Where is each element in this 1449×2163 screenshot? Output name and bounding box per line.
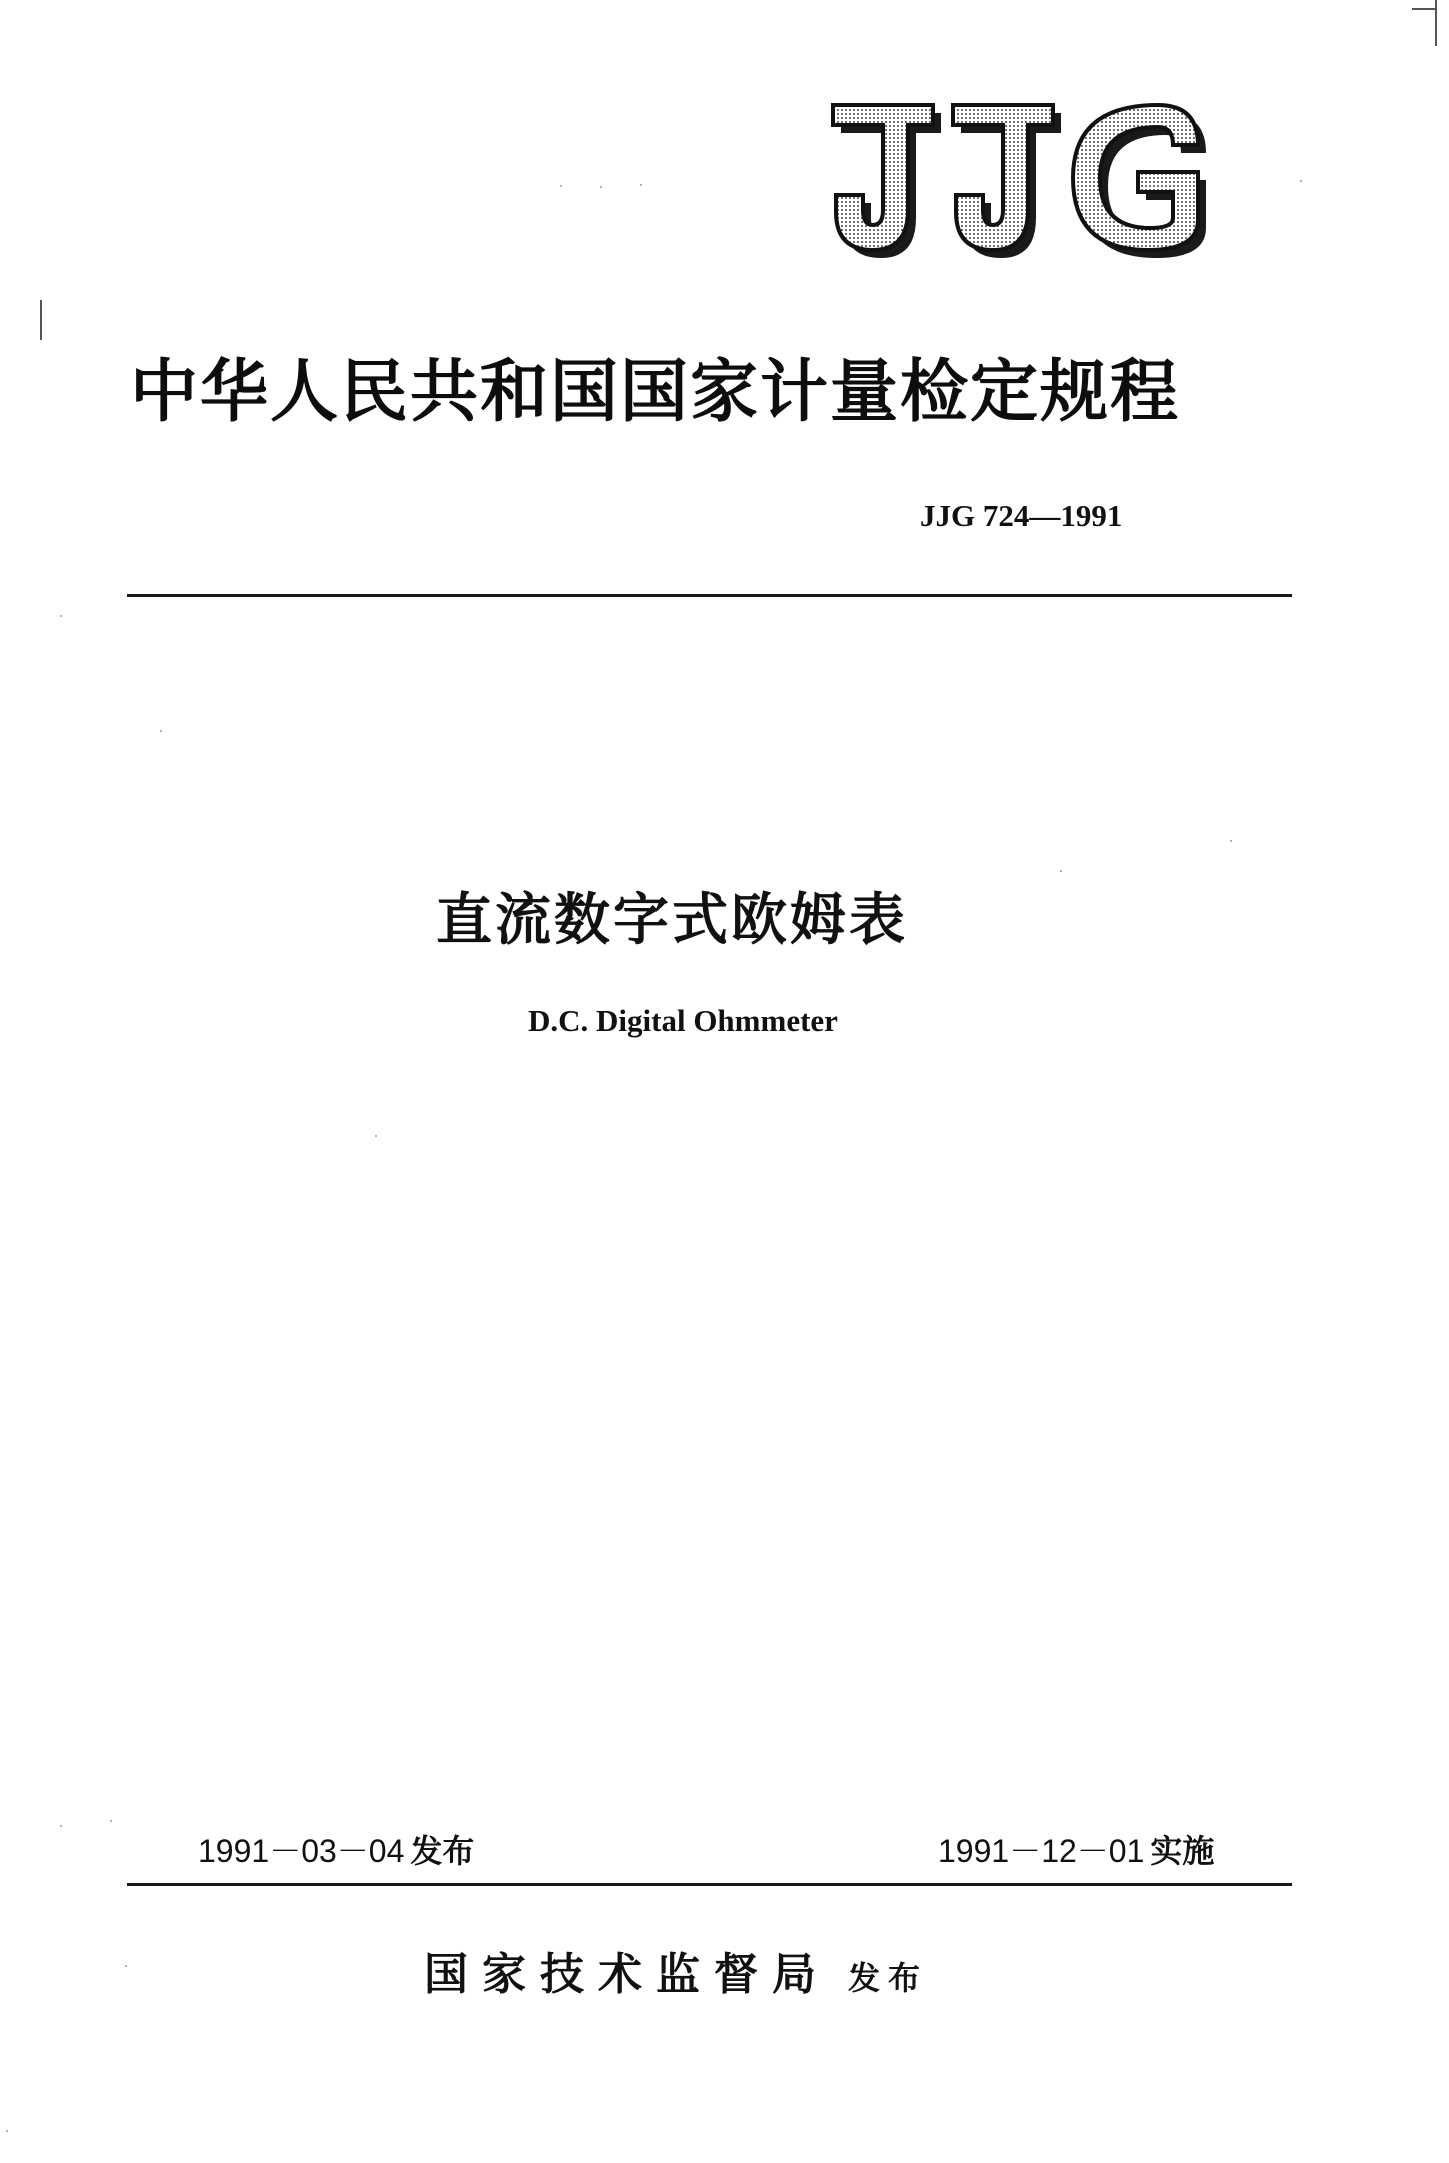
scan-speck <box>60 1825 62 1827</box>
document-title-english: D.C. Digital Ohmmeter <box>528 1003 838 1038</box>
standard-number: JJG 724—1991 <box>920 498 1123 533</box>
implementation-date-label: 实施 <box>1150 1832 1215 1870</box>
issue-date-value: 1991－03－04 <box>198 1833 405 1869</box>
scan-speck <box>110 1820 112 1822</box>
scan-edge-mark <box>40 300 42 340</box>
publisher-name: 国家技术监督局 <box>424 1949 830 2000</box>
scan-edge-mark <box>1435 0 1437 46</box>
scan-edge-mark <box>1412 8 1436 10</box>
implementation-date <box>938 1826 1214 1872</box>
implementation-date-value: 1991－12－01 <box>938 1833 1145 1869</box>
scan-speck <box>160 730 162 732</box>
scan-speck <box>6 2130 8 2132</box>
issue-date <box>198 1826 474 1872</box>
scan-speck <box>1230 840 1232 842</box>
scan-speck <box>640 184 642 186</box>
scan-speck <box>1060 870 1062 872</box>
scan-speck <box>60 615 62 617</box>
scan-speck <box>375 1135 377 1137</box>
issue-date-label: 发布 <box>410 1832 475 1870</box>
bottom-divider <box>127 1883 1292 1886</box>
scan-speck <box>125 1965 127 1967</box>
publisher-suffix: 发布 <box>848 1959 929 1997</box>
jjg-logo <box>828 100 1218 270</box>
regulation-series-title: 中华人民共和国国家计量检定规程 <box>130 352 1181 432</box>
jjg-logo-icon <box>828 100 1218 270</box>
publisher <box>424 1938 928 2002</box>
scan-speck <box>1300 180 1302 182</box>
top-divider <box>127 594 1292 597</box>
scan-speck <box>560 185 562 187</box>
scan-speck <box>600 186 602 188</box>
document-title-chinese: 直流数字式欧姆表 <box>436 888 908 953</box>
